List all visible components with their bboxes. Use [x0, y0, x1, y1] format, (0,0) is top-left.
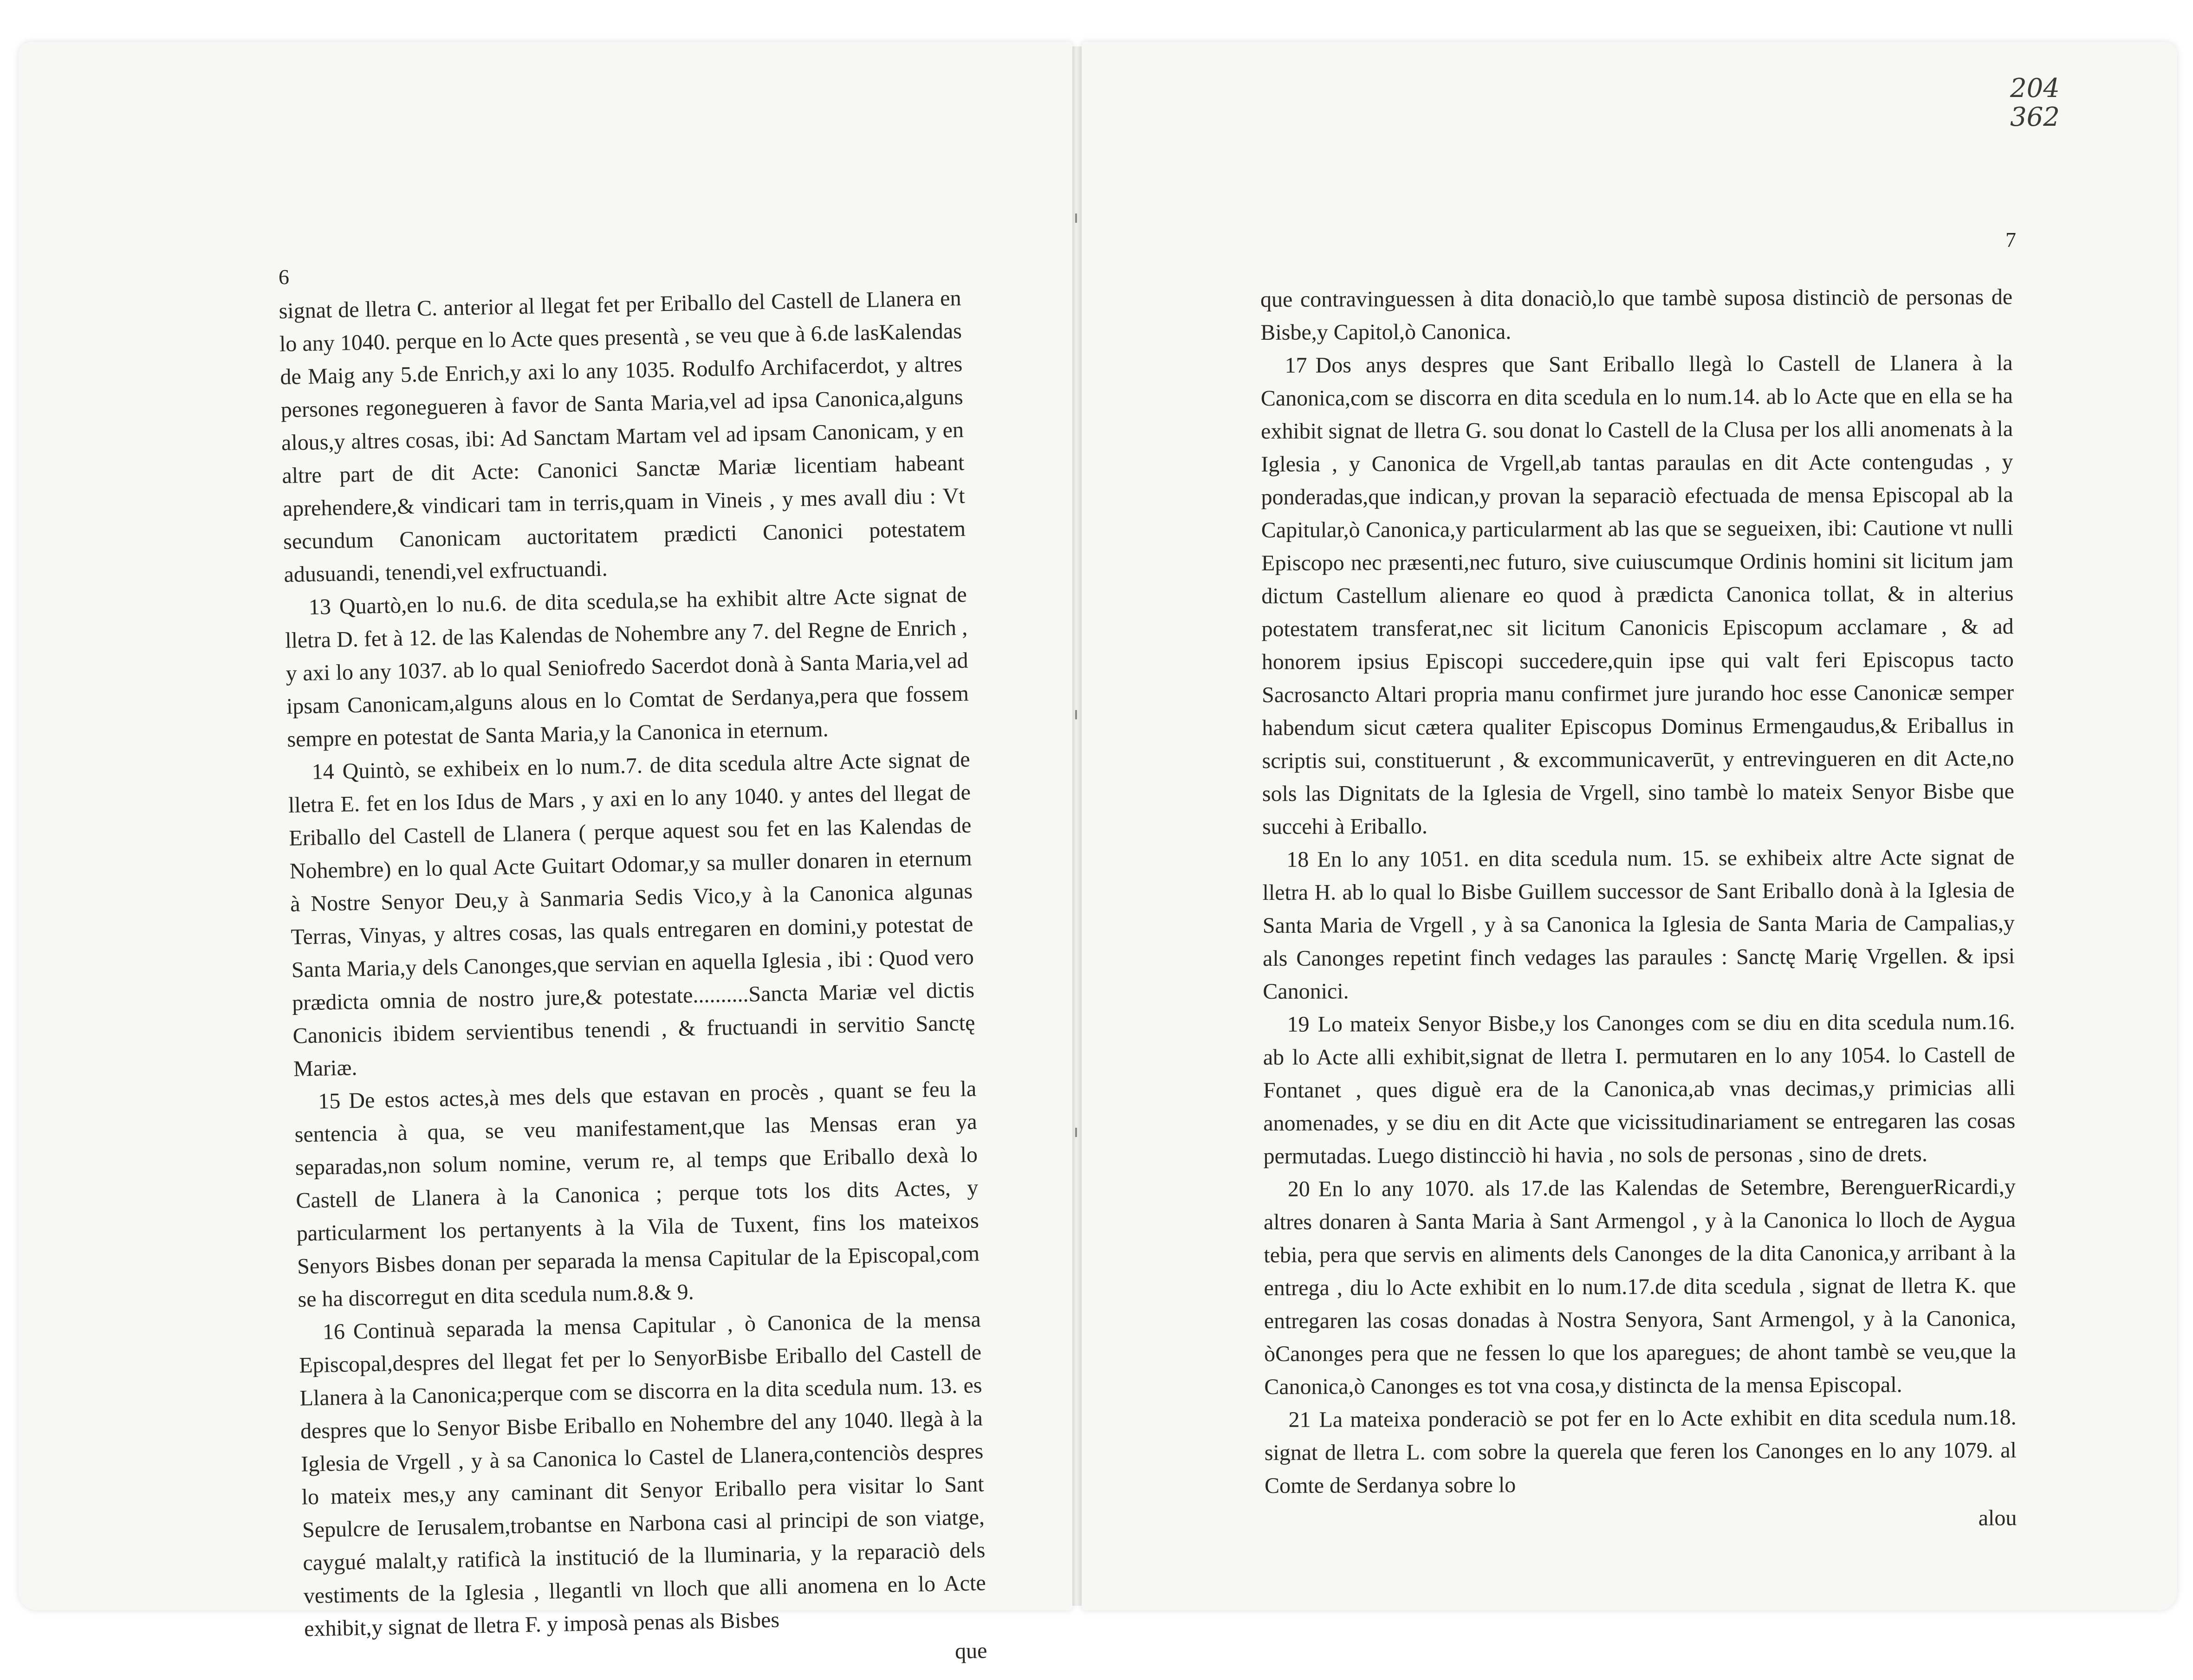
- right-intro-paragraph: que contravinguessen à dita donaciò,lo que tambè suposa distinciò de personas de Bisbe,y Capitol,ò Canonica.: [1260, 284, 2013, 345]
- left-intro-paragraph: signat de lletra C. anterior al llegat fet per Eriballo del Castell de Llanera en lo any 1040. perque en lo Acte ques presentà , se veu que à 6.de lasKalendas de Maig any 5.de Enrich,y axi lo any 1035. Rodulfo Archifacerdot, y altres persones regonegueren à favor de Santa Maria,vel ad ipsa Canonica,alguns alous,y altres cosas, ibi: Ad Sanctam Martam vel ad ipsam Canonicam, y en altre part de dit Acte: Canonici Sanctæ Mariæ licentiam habeant aprehendere,& vindicari tam in terris,quam in Vineis , y mes avall diu : Vt secundum Canonicam auctoritatem prædicti Canonici potestatem adusuandi, tenendi,vel exfructuandi.: [279, 285, 966, 587]
- archive-mark-bottom: 362: [2010, 102, 2060, 132]
- catchword-right: alou: [1978, 1506, 2017, 1531]
- paragraph-text: Continuà separada la mensa Capitular , ò Canonica de la mensa Episcopal,despres del llegat fet per lo SenyorBisbe Eriballo del Castell de Llanera à la Canonica;perque com se discorra en la dita scedula num. 13. es despres que lo Senyor Bisbe Eriballo en Nohembre del any 1040. llegà à la Iglesia de Vrgell , y à sa Canonica lo Castel de Llanera,contenciòs despres lo mateix mes,y any caminant dit Senyor Eriballo pera visitar lo Sant Sepulcre de Ierusalem,trobantse en Narbona casi al principi de son viatge, caygué malalt,y ratificà la institució de la lluminaria, y la reparaciò dels vestiments de la Iglesia , llegantli vn lloch que alli anomena en lo Acte exhibit,y signat de lletra F. y imposà penas als Bisbes: [298, 1307, 986, 1641]
- left-text-column: [279, 282, 987, 1680]
- right-text-column: [1260, 280, 2017, 1537]
- page-number-left: 6: [279, 265, 289, 289]
- paragraph-text: Quintò, se exhibeix en lo num.7. de dita scedula altre Acte signat de lletra E. fet en los Idus de Mars , y axi en lo any 1040. y antes del llegat de Eriballo del Castell de Llanera ( perque aquest sou fet en las Kalendas de Nohembre) en lo qual Acte Guitart Odomar,y sa muller donaren in eternum à Nostre Senyor Deu,y à Sanmaria Sedis Vico,y à la Canonica algunas Terras, Vinyas, y altres cosas, las quals entregaren en domini,y potestat de Santa Maria,y dels Canonges,que servian en aquella Iglesia , ibi : Quod vero prædicta omnia de nostro jure,& potestate..........Sancta Mariæ vel dictis Canonicis ibidem servientibus tenendi , & fructuandi in servitio Sanctę Mariæ.: [288, 747, 975, 1081]
- paragraph-text: La mateixa ponderaciò se pot fer en lo Acte exhibit en dita scedula num.18. signat de lletra L. com sobre la querela que feren los Canonges en lo any 1079. al Comte de Serdanya sobre lo: [1264, 1405, 2017, 1498]
- paragraph-number: 18: [1286, 847, 1309, 872]
- gutter-mark: [1075, 710, 1077, 719]
- gutter-mark: [1075, 1128, 1077, 1137]
- paragraph-number: 20: [1287, 1176, 1310, 1202]
- archive-mark-top: 204: [2010, 73, 2060, 103]
- paragraph-text: Lo mateix Senyor Bisbe,y los Canonges com se diu en dita scedula num.16. ab lo Acte alli exhibit,signat de lletra I. permutaren en lo any 1054. lo Castell de Fontanet , ques diguè era de la Canonica,ab vnas decimas,y primicias alli anomenades, y se diu en dit Acte que vicissitudinariament se entregaren las cosas permutadas. Luego distincciò hi havia , no sols de personas , sino de drets.: [1263, 1009, 2016, 1169]
- paragraph-number: 21: [1288, 1407, 1311, 1432]
- paragraph-20: [1264, 1170, 2017, 1403]
- paragraph-17: [1260, 346, 2014, 843]
- paragraph-number: 14: [311, 759, 335, 784]
- paragraph-text: Dos anys despres que Sant Eriballo llegà lo Castell de Llanera à la Canonica,com se discorra en dita scedula en lo num.14. ab lo Acte que en ella se ha exhibit signat de lletra G. sou donat lo Castell de la Clusa per los alli anomenats à la Iglesia , y Canonica de Vrgell,ab tantas paraulas en dit Acte contengudas , y ponderadas,que indican,y provan la separaciò efectuada de mensa Episcopal ab la Capitular,ò Canonica,y particularment ab las que se segueixen, ibi: Cautione vt nulli Episcopo nec præsenti,nec futuro, sive cuiuscumque Ordinis homini sit licitum jam dictum Castellum alienare eo quod à prædicta Canonica tollat, & in alterius potestatem transferat,nec sit licitum Canonicis Episcopum acclamare , & ad honorem ipsius Episcopi succedere,quin ipse qui valt feri Episcopus tacto Sacrosancto Altari propria manu confirmet jure jurando hoc esse Canonicæ semper habendum sicut cætera qualiter Episcopus Dominus Ermengaudus,& Eriballus in scriptis sui, constituerunt , & excommunicaverūt, y entrevingueren en dit Acte,no sols las Dignitats de la Iglesia de Vrgell, sino tambè lo mateix Senyor Bisbe que succehi à Eriballo.: [1260, 350, 2014, 839]
- paragraph-14: [287, 743, 976, 1086]
- paragraph-text: En lo any 1051. en dita scedula num. 15. se exhibeix altre Acte signat de lletra H. ab lo qual lo Bisbe Guillem successor de Sant Eriballo donà à la Iglesia de Santa Maria de Vrgell , y à sa Canonica la Iglesia de Santa Maria de Campalias,y als Canonges repetint finch vedages las paraules : Sanctę Marię Vrgellen. & ipsi Canonici.: [1262, 845, 2015, 1004]
- left-page: [19, 42, 1072, 1664]
- paragraph-19: [1263, 1005, 2015, 1173]
- gutter-mark: [1075, 213, 1077, 223]
- paragraph-number: 19: [1287, 1012, 1310, 1037]
- paragraph-18: [1262, 840, 2015, 1008]
- book-gutter: [1072, 46, 1083, 1606]
- paragraph-number: 15: [318, 1088, 341, 1114]
- paragraph-number: 13: [308, 594, 331, 620]
- archive-marks: [2010, 74, 2060, 132]
- paragraph-21: [1264, 1401, 2017, 1502]
- paragraph-15: [294, 1072, 980, 1316]
- paragraph-16: [298, 1303, 986, 1645]
- paragraph-text: En lo any 1070. als 17.de las Kalendas de Setembre, BerenguerRicardi,y altres donaren à Santa Maria à Sant Armengol , y à la Canonica lo lloch de Aygua tebia, pera que servis en aliments dels Canonges de la dita Canonica,y arribant à la entrega , diu lo Acte exhibit en lo num.17.de dita scedula , signat de lletra K. que entregaren las cosas donadas à Nostra Senyora, Sant Armengol, y à la Canonica, òCanonges pera que ne fessen lo que los aparegues; de ahont tambè se veu,que la Canonica,ò Canonges es tot vna cosa,y distincta de la mensa Episcopal.: [1263, 1174, 2017, 1399]
- paragraph-number: 17: [1285, 353, 1307, 378]
- paragraph-number: 16: [322, 1319, 345, 1344]
- catchword-left: que: [954, 1638, 987, 1664]
- paragraph-13: [284, 578, 970, 756]
- right-page: [1082, 42, 2177, 1610]
- paragraph-text: De estos actes,à mes dels que estavan en procès , quant se feu la sentencia à qua, se veu manifestament,que las Mensas eran ya separadas,non solum nomine, verum re, al temps que Eriballo dexà lo Castell de Llanera à la Canonica ; perque tots los dits Actes, y particularment los pertanyents à la Vila de Tuxent, fins los mateixos Senyors Bisbes donan per separada la mensa Capitular de la Episcopal,com se ha discorregut en dita scedula num.8.& 9.: [294, 1076, 980, 1312]
- paragraph-text: Quartò,en lo nu.6. de dita scedula,se ha exhibit altre Acte signat de lletra D. fet à 12. de las Kalendas de Nohembre any 7. del Regne de Enrich , y axi lo any 1037. ab lo qual Seniofredo Sacerdot donà à Santa Maria,vel ad ipsam Canonicam,alguns alous en lo Comtat de Serdanya,pera que fossem sempre en potestat de Santa Maria,y la Canonica in eternum.: [285, 582, 969, 752]
- page-number-right: 7: [2005, 228, 2016, 252]
